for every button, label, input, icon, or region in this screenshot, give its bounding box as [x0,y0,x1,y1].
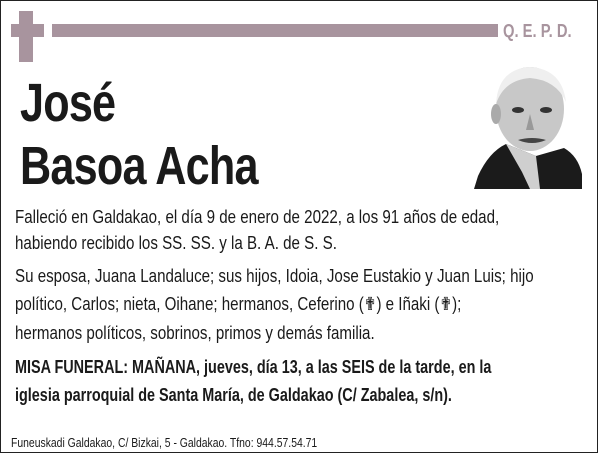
first-name: José [20,73,116,133]
cross-horizontal-bar [11,24,44,37]
funeral-line: MISA FUNERAL: MAÑANA, jueves, día 13, a las SEIS de la tarde, en la [15,357,492,377]
funeral-line: iglesia parroquial de Santa María, de Galdakao (C/ Zabalea, s/n). [15,385,452,405]
funeral-home-footer: Funeuskadi Galdakao, C/ Bizkai, 5 - Galdakao. Tfno: 944.57.54.71 [11,435,318,450]
family-line: político, Carlos; nieta, Oihane; hermanos, Ceferino (✟) e Iñaki (✟); [15,294,462,314]
last-name: Basoa Acha [20,136,258,196]
death-line: habiendo recibido los SS. SS. y la B. A. de S. S. [15,233,337,253]
family-line: hermanos políticos, sobrinos, primos y demás familia. [15,323,375,343]
portrait-photo [474,64,582,189]
portrait-icon [474,64,582,189]
family-line: Su esposa, Juana Landaluce; sus hijos, Idoia, Jose Eustakio y Juan Luis; hijo [15,266,534,286]
qepd-label: Q. E. P. D. [503,21,572,41]
death-line: Falleció en Galdakao, el día 9 de enero de 2022, a los 91 años de edad, [15,207,500,227]
header-rule [52,24,498,37]
